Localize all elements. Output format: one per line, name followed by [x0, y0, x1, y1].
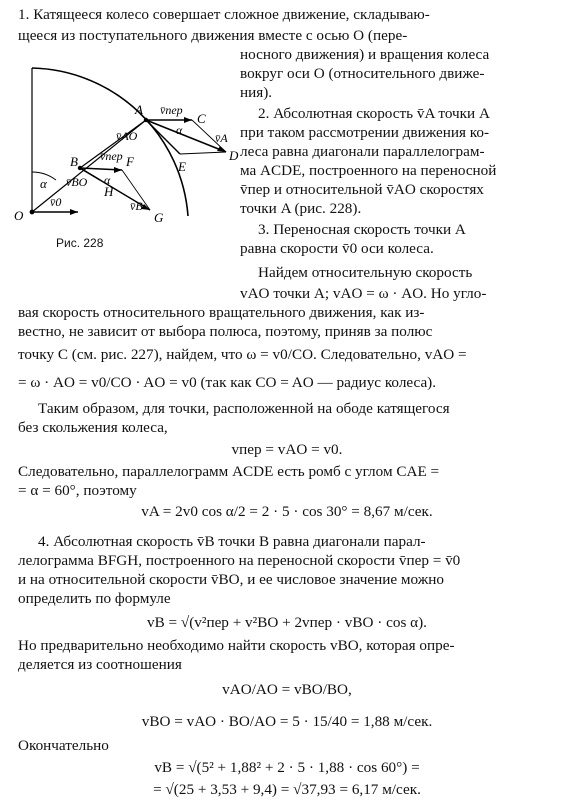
formula-line: vB = √(v²пер + v²BO + 2vпер · vBO · cos α). — [147, 614, 427, 631]
text-line: лелограмма BFGH, построенного на переносной скорости v̄пер = v̄0 — [18, 552, 461, 569]
label-G: G — [154, 210, 164, 225]
text-line: Найдем относительную скорость — [258, 264, 473, 281]
text-line: точки A (рис. 228). — [240, 200, 362, 217]
label-v-0: v̄0 — [50, 195, 62, 209]
label-v-per-A: v̄пер — [160, 103, 183, 117]
text-line: Следовательно, параллелограмм ACDE есть ромб с углом CAE = — [18, 463, 440, 480]
text-line: 4. Абсолютная скорость v̄B точки B равна диагонали парал- — [38, 533, 426, 550]
text-line: носного движения) и вращения колеса — [240, 46, 490, 63]
text-line: 3. Переносная скорость точки A — [258, 221, 466, 238]
label-O: O — [14, 208, 24, 223]
figure-228 — [10, 50, 250, 286]
label-C: C — [197, 111, 206, 126]
text-line: 1. Катящееся колесо совершает сложное движение, складываю- — [18, 6, 430, 23]
text-line: при таком рассмотрении движения ко- — [240, 124, 490, 141]
text-line: вестно, не зависит от выбора полюса, поэтому, приняв за полюс — [18, 323, 433, 340]
formula-line: vпер = vAO = v0. — [231, 441, 343, 458]
text-line: точку C (см. рис. 227), найдем, что ω = v0/CO. Следовательно, vAO = — [18, 346, 467, 363]
label-alpha-O: α — [40, 176, 47, 191]
label-v-per-B: v̄пер — [100, 149, 123, 163]
text-line: = ω · AO = v0/CO · AO = v0 (так как CO = AO — радиус колеса). — [18, 374, 437, 391]
text-line: равна скорости v̄0 оси колеса. — [240, 240, 434, 257]
text-line: ния). — [240, 84, 273, 101]
text-line: вая скорость относительного вращательного движения, как из- — [18, 304, 425, 321]
text-line: леса равна диагонали параллелограм- — [240, 143, 485, 160]
label-v-BO: v̄BO — [66, 175, 88, 189]
label-D: D — [229, 148, 239, 163]
formula-line: vA = 2v0 cos α/2 = 2 · 5 · cos 30° = 8,67 м/сек. — [141, 503, 433, 520]
label-A: A — [135, 102, 143, 117]
text-line: v̄пер и относительной v̄AO скоростях — [240, 181, 484, 198]
text-line: без скольжения колеса, — [18, 419, 168, 436]
label-v-B: v̄B — [130, 199, 143, 213]
formula-line: vAO/AO = vBO/BO, — [222, 681, 352, 698]
label-B: B — [70, 154, 78, 169]
text-line: щееся из поступательного движения вместе с осью O (пере- — [18, 27, 408, 44]
label-F: F — [126, 154, 134, 169]
text-line: Таким образом, для точки, расположенной на ободе катящегося — [38, 400, 450, 417]
label-v-A: v̄A — [215, 131, 228, 145]
figure-caption: Рис. 228 — [56, 236, 104, 250]
formula-line: = √(25 + 3,53 + 9,4) = √37,93 = 6,17 м/сек. — [153, 781, 421, 798]
text-line: ма ACDE, построенного на переносной — [240, 162, 497, 179]
text-line: = α = 60°, поэтому — [18, 482, 137, 499]
text-line: деляется из соотношения — [18, 656, 182, 673]
text-line: определить по формуле — [18, 590, 171, 607]
text-line: и на относительной скорости v̄BO, и ее числовое значение можно — [18, 571, 444, 588]
formula-line: vBO = vAO · BO/AO = 5 · 15/40 = 1,88 м/сек. — [141, 713, 433, 730]
text-line: Окончательно — [18, 737, 109, 754]
text-line: вокруг оси O (относительного движе- — [240, 65, 485, 82]
label-v-AO: v̄AO — [116, 129, 138, 143]
label-alpha-A: α — [176, 123, 183, 137]
text-line: Но предварительно необходимо найти скорость vBO, которая опре- — [18, 637, 455, 654]
label-alpha-B: α — [104, 173, 111, 187]
label-E: E — [178, 159, 186, 174]
label-H: H — [104, 184, 114, 199]
text-line: vAO точки A; vAO = ω · AO. Но угло- — [240, 285, 487, 302]
text-line: 2. Абсолютная скорость v̄A точки A — [258, 105, 490, 122]
formula-line: vB = √(5² + 1,88² + 2 · 5 · 1,88 · cos 60°) = — [154, 759, 420, 776]
